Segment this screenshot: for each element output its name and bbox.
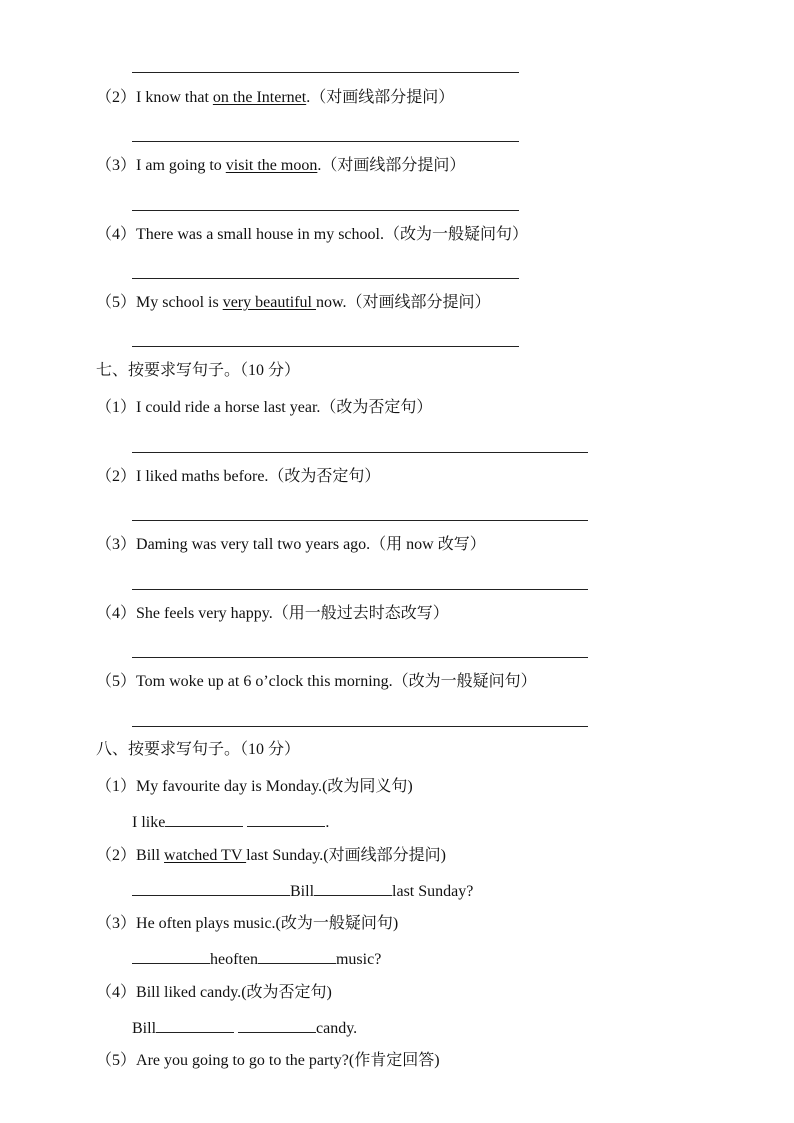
q8-item-2 <box>96 844 446 868</box>
item-instruction: （改为否定句） <box>268 468 381 485</box>
item-number: （4） <box>96 605 137 622</box>
item-number: （3） <box>96 157 137 174</box>
answer-line[interactable] <box>132 346 519 347</box>
answer-line[interactable] <box>132 141 519 142</box>
item-number: （1） <box>96 399 137 416</box>
item-text: He often plays music. <box>136 915 276 932</box>
item-instruction: (作肯定回答) <box>348 1052 440 1069</box>
item-number: （2） <box>96 468 137 485</box>
item-number: （2） <box>96 89 137 106</box>
item-text: Are you going to go to the party? <box>136 1052 349 1069</box>
answer-line[interactable] <box>132 72 519 73</box>
answer-blank[interactable] <box>156 1016 234 1033</box>
item-number: （5） <box>96 294 137 311</box>
q7-item-3 <box>96 533 486 557</box>
item-instruction: （改为一般疑问句） <box>392 673 537 690</box>
answer-prefix: Bill <box>132 1020 157 1037</box>
item-number: （1） <box>96 778 137 795</box>
underlined-phrase: watched TV <box>164 847 247 864</box>
answer-blank[interactable] <box>258 947 336 964</box>
item-number: （3） <box>96 915 137 932</box>
answer-blank[interactable] <box>132 947 210 964</box>
item-text: My school is <box>136 294 223 311</box>
item-number: （3） <box>96 536 137 553</box>
answer-line[interactable] <box>132 657 588 658</box>
q6-item-5 <box>96 291 491 315</box>
answer-suffix: last Sunday? <box>392 883 474 900</box>
answer-line[interactable] <box>132 210 519 211</box>
underlined-phrase: very beautiful <box>222 294 316 311</box>
item-text: There was a small house in my school. <box>136 226 384 243</box>
q6-item-3 <box>96 154 465 178</box>
answer-line[interactable] <box>132 278 519 279</box>
item-text: I am going to <box>136 157 226 174</box>
answer-suffix: music? <box>335 951 382 968</box>
q6-item-4 <box>96 223 528 247</box>
item-instruction: （对画线部分提问） <box>310 89 455 106</box>
answer-suffix: . <box>325 814 330 831</box>
item-text: My favourite day is Monday. <box>136 778 323 795</box>
underlined-phrase: on the Internet <box>212 89 307 106</box>
answer-blank[interactable] <box>314 879 392 896</box>
answer-blank[interactable] <box>238 1016 316 1033</box>
item-number: （4） <box>96 984 137 1001</box>
q7-item-2 <box>96 465 380 489</box>
q7-item-1 <box>96 396 432 420</box>
q8-item-4 <box>96 981 332 1005</box>
item-instruction: （用 now 改写） <box>370 536 486 553</box>
q7-item-4 <box>96 602 449 626</box>
answer-line[interactable] <box>132 589 588 590</box>
item-text: Daming was very tall two years ago. <box>136 536 371 553</box>
item-instruction: （对画线部分提问） <box>321 157 466 174</box>
item-instruction: （对画线部分提问） <box>346 294 491 311</box>
answer-blank[interactable] <box>165 810 243 827</box>
item-text: I liked maths before. <box>136 468 269 485</box>
q8-item-3 <box>96 912 398 936</box>
underlined-phrase: visit the moon <box>225 157 318 174</box>
answer-prefix: I like <box>132 814 166 831</box>
answer-line[interactable] <box>132 520 588 521</box>
item-instruction: （用一般过去时态改写） <box>272 605 449 622</box>
answer-blank[interactable] <box>247 810 325 827</box>
item-text: She feels very happy. <box>136 605 273 622</box>
answer-line[interactable] <box>132 452 588 453</box>
item-text: now. <box>315 294 347 311</box>
q8-answer-2 <box>132 879 473 903</box>
item-text: . <box>317 157 322 174</box>
item-number: （4） <box>96 226 137 243</box>
item-instruction: （改为否定句） <box>320 399 433 416</box>
q6-item-2 <box>96 86 454 110</box>
q8-item-1 <box>96 775 413 799</box>
item-instruction: （改为一般疑问句） <box>383 226 528 243</box>
answer-word: Bill <box>290 883 315 900</box>
item-number: （5） <box>96 1052 137 1069</box>
item-text: . <box>306 89 311 106</box>
item-instruction: (改为一般疑问句) <box>275 915 399 932</box>
item-text: Bill <box>136 847 165 864</box>
answer-line[interactable] <box>132 726 588 727</box>
item-instruction: (改为同义句) <box>322 778 413 795</box>
item-text: I could ride a horse last year. <box>136 399 321 416</box>
item-number: （2） <box>96 847 137 864</box>
item-instruction: (改为否定句) <box>241 984 332 1001</box>
item-text: I know that <box>136 89 213 106</box>
q8-item-5 <box>96 1049 440 1073</box>
section-7-heading: 七、按要求写句子。（10 分） <box>96 362 301 379</box>
item-instruction: (对画线部分提问) <box>323 847 446 864</box>
item-text: Tom woke up at 6 o’clock this morning. <box>136 673 393 690</box>
item-number: （5） <box>96 673 137 690</box>
q8-answer-3 <box>132 947 381 971</box>
section-8-heading: 八、按要求写句子。（10 分） <box>96 741 301 758</box>
answer-suffix: candy. <box>316 1020 358 1037</box>
q8-answer-4 <box>132 1016 357 1040</box>
q7-item-5 <box>96 670 537 694</box>
item-text: last Sunday. <box>246 847 324 864</box>
answer-word: heoften <box>210 951 258 968</box>
answer-blank[interactable] <box>132 879 290 896</box>
item-text: Bill liked candy. <box>136 984 242 1001</box>
q8-answer-1 <box>132 810 329 834</box>
